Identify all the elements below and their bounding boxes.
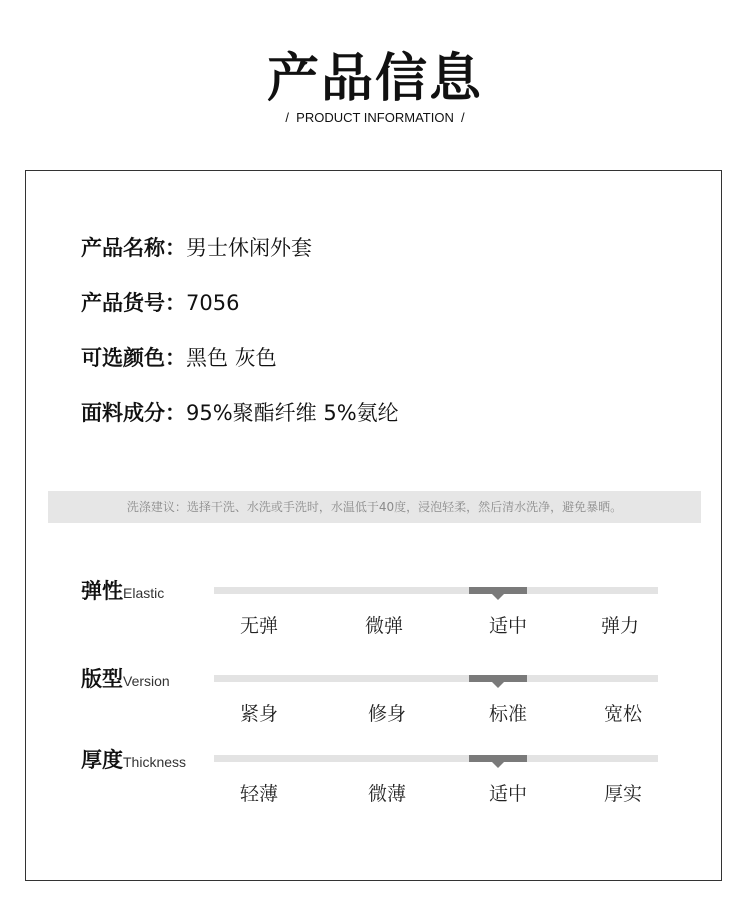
fabric-value: 95%聚酯纤维 5%氨纶 — [186, 401, 399, 425]
scale-title-en: Thickness — [123, 754, 187, 770]
scale-option: 微弹 — [364, 615, 403, 637]
scale-title-cn: 版型 — [81, 667, 123, 691]
color-value: 黑色 灰色 — [186, 346, 277, 370]
scale-title-cn: 弹性 — [81, 579, 123, 603]
scale-option: 修身 — [367, 703, 406, 725]
name-label: 产品名称： — [81, 236, 186, 260]
scale-option: 宽松 — [603, 703, 642, 725]
scale-track-thickness — [214, 755, 658, 762]
scale-option: 适中 — [488, 783, 527, 805]
scale-title-thickness — [81, 744, 186, 774]
scale-option: 标准 — [488, 703, 527, 725]
page-title: 产品信息 — [266, 49, 483, 109]
info-card — [25, 170, 722, 881]
scale-option: 适中 — [488, 615, 527, 637]
fabric-label: 面料成分： — [81, 401, 186, 425]
page-subtitle: / PRODUCT INFORMATION / — [285, 110, 465, 125]
scale-track-elastic — [214, 587, 658, 594]
scale-marker — [469, 675, 527, 682]
scale-option: 微薄 — [367, 783, 406, 805]
scale-title-version — [81, 663, 170, 693]
scale-title-en: Version — [123, 673, 170, 689]
scale-option: 厚实 — [603, 783, 642, 805]
scale-option: 无弹 — [239, 615, 278, 637]
scale-title-cn: 厚度 — [81, 748, 123, 772]
info-row-name — [81, 232, 312, 262]
scale-track-version — [214, 675, 658, 682]
info-row-fabric — [81, 397, 399, 427]
scale-option: 紧身 — [239, 703, 278, 725]
scale-marker — [469, 755, 527, 762]
name-value: 男士休闲外套 — [186, 236, 312, 260]
color-label: 可选颜色： — [81, 346, 186, 370]
sku-value: 7056 — [186, 291, 240, 315]
scale-marker — [469, 587, 527, 594]
scale-title-elastic — [81, 575, 164, 605]
info-row-sku — [81, 287, 239, 317]
scale-option: 轻薄 — [239, 783, 278, 805]
scale-title-en: Elastic — [123, 585, 165, 601]
info-row-color — [81, 342, 277, 372]
sku-label: 产品货号： — [81, 291, 186, 315]
care-instructions: 洗涤建议：选择干洗、水洗或手洗时，水温低于40度，浸泡轻柔，然后清水洗净，避免暴晒。 — [48, 491, 701, 523]
scale-option: 弹力 — [600, 615, 639, 637]
